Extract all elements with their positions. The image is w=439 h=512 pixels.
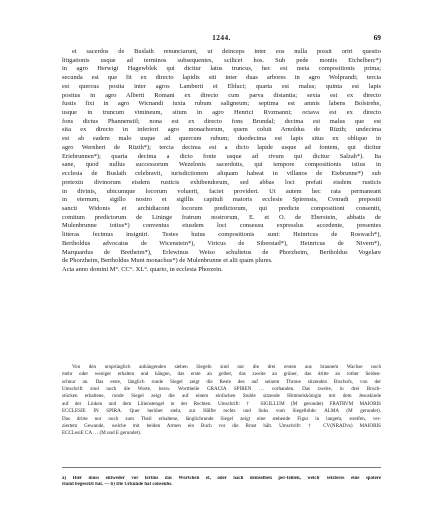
text-line: sita ex directo in inferiori agro monachorum, quem coluit Arnoldus de Rüzth; undecima: [62, 126, 381, 134]
text-line: litteras fecimus insigniri. Testes huius compositionis sunt: Heinricus de Roswach*),: [62, 231, 381, 239]
text-line: Bertholdus advocatus de Wicenstein*), Viricus de Siberstad*), Heinricus de Nivern*),: [62, 239, 381, 247]
text-line: in divinis, ubicumque locorum voluerit, faciet providert. Ut autem hec rata permaneant: [62, 187, 381, 195]
text-line: sane, quod nullus successorum Wezelonis sacerdotis, qui tempore compositionis istius in: [62, 161, 381, 169]
footnote-divider: [62, 467, 381, 468]
text-line: de Phorzheim, Bertholdus Munt monachus*) de Mulenbrunne et alii quam plures.: [62, 257, 273, 265]
text-line: mehr oder weniger erhalten und hängen, das erste an gelber, das zweite an grüner, das dritte an rother Seiden-: [62, 371, 381, 378]
text-line: fustis fixi in agro Wicnandi iuxta rubum saligneum; septima est amnis labens Bolstrehe,: [62, 100, 381, 108]
text-line: positus in agro Alberti Romani ex directo cum parva distantia; sexta est ex directo: [62, 91, 381, 99]
seal-description: [62, 359, 381, 443]
charter-text: [62, 48, 381, 275]
text-line: a) Hier muss entweder vor tertius das Wörtchen et, oder nach demselben per-fehlen, welch' letzteres eine spätere: [62, 475, 381, 481]
text-line: est quercus posita inter agros Lamberti et Ebluci; quarta est malus; quinta est lapis: [62, 82, 381, 90]
text-line: litigationis usque ad terminos subsequentes, scilicet hos. Sub pede montis Eichelberc*): [62, 56, 381, 64]
text-line: schnur an. Das erste, länglich runde Siegel zeigt die Reste des auf seinem Throne sitzenden Bischofs, von der: [62, 378, 381, 385]
text-line: Von den ursprünglich anhängenden sieben Siegeln sind nur die drei ersten aus braunem Wachse noch: [72, 364, 381, 371]
text-line: Eriebrunnen*); quarta decima a dicto fonte usque ad rivum qui dicitur Salzah*). Ita: [62, 152, 381, 160]
charter-paragraph: [62, 48, 381, 275]
text-line: et sacerdos de Buslath renunciarunt, ut deinceps inter eos nulla possit oriri questio: [72, 48, 381, 55]
text-line: Marquardus de Bretheim*), Erlewinus Weiso schultetus de Phorzheim, Bertholdus Vogelare: [62, 248, 381, 256]
text-line: stücken erhaltene, runde Siegel zeigt die auf einem einfachen Stuhle sitzende Himmelskönigin mit dem Jesuskinde: [62, 393, 381, 400]
text-line: ecclesia de Buslath celebravit, iurisdictionem aliquam habeat in villanos de Eiebrunne*) sub: [62, 170, 381, 178]
text-line: Mulenbrunne totius*) conventus eiusdem loci conseusu expresslus accedente, presentes: [62, 222, 381, 230]
text-line: ECCLesiE CA … (M und E gerundet).: [62, 430, 142, 437]
text-line: fons dictus Phannenstil; nona est ex directo fons Brundal; decima est malus que est: [62, 117, 381, 125]
running-head: [62, 33, 381, 43]
text-line: auf der Linken und dem Lilienstengel in der Rechten. Umschrift: † SIGILLUM (M gerundet) FRATRVM MAIORIS: [62, 400, 381, 407]
page-year: 1244.: [212, 33, 231, 42]
seal-paragraph: [62, 364, 381, 437]
text-line: Umschrift sind noch die Worte, bezw. Worttheile GRACIA SPIREN … vorhanden. Das zweite, in drei Bruch-: [62, 386, 381, 393]
text-line: usque in truncum vimineum, situm in agro Henrici Rvzmanni; octava est ex directo: [62, 109, 381, 117]
text-line: sancti Widonis et archidiaconi locorum predictorum, qui predicte compositioni consentit,: [62, 204, 381, 212]
text-line: ziertem Gewande, welche mit beiden Armen ein Buch vor die Brust hält. Umschrift: † CV(NRADvs) MAIORIS: [62, 422, 381, 429]
text-line: est ab eadem malo usque ad quercum rubum; duodecima est lapis situs ex obliquo in: [62, 135, 381, 143]
text-line: ECCLESIE IN SPIRA. Quer herüber steht, zur Hälfte rechts und links vom Siegelbilde: ALMA (M gerundet).: [62, 408, 381, 415]
text-line: Hand begesetzt hat. — b) Die Urkunde hat conseuhs.: [62, 482, 173, 488]
text-line: secunda est que fit ex directo lapidis siti inter duas arbores in agro Wolprandi; tercia: [62, 74, 381, 82]
text-line: Das dritte nur noch zum Theil erhaltene, länglichrunde Siegel zeigt eine stehende Figur in langem, streifen, ver-: [62, 415, 381, 422]
page-number: 69: [373, 33, 381, 42]
footnotes: [62, 471, 381, 494]
text-line: in eternum, sigillo nostro et sigillis capituli maioris ecclesie Spirensis, Cvnradi prepositi: [62, 196, 381, 204]
text-line: agro Wernheri de Rüzth*); tercia decima est a dicto lapide usque ad fontem, qui dicitur: [62, 143, 381, 151]
footnote-paragraph: [62, 476, 381, 489]
text-line: pretextu divinorum eisdem rusticis exhibendorum, sed abbas loci prefati eisdem rusticis: [62, 178, 381, 186]
text-line: in agro Herwigi Hagewblek qui dicitur latus truncus, hec est meta compositionis prima;: [62, 65, 381, 73]
text-line: Acta anno domini M°. CC°. XL°. quarto, in ecclesia Phorzein.: [62, 265, 223, 273]
text-line: comitum predictorum de Liningе fratrum nostrorum, E. et O. de Eberstein, abbatis de: [62, 213, 381, 221]
